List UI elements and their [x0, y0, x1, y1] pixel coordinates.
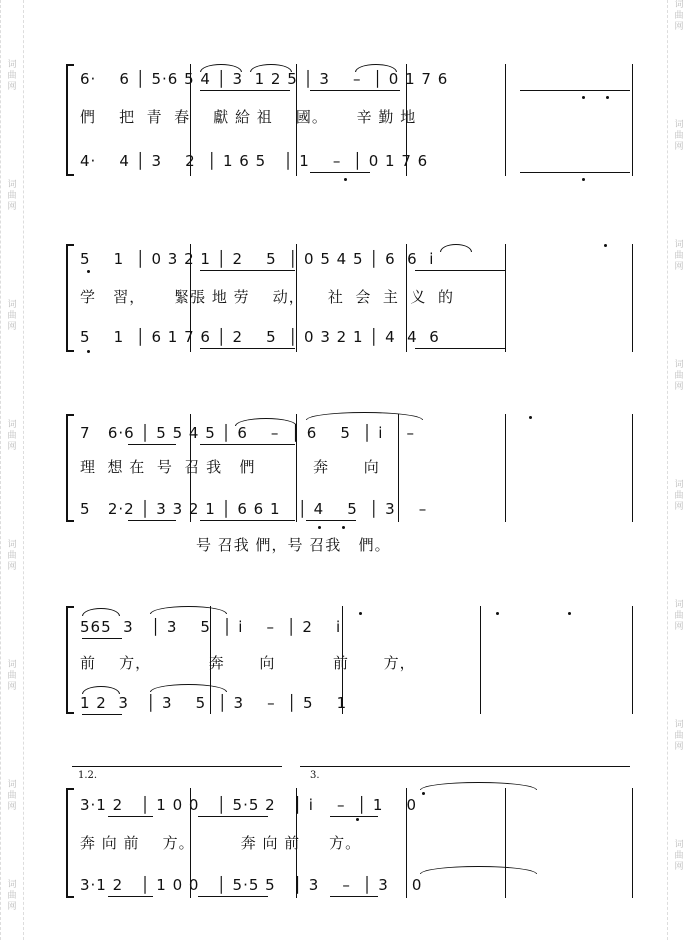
- barline: [632, 244, 633, 352]
- melody-line: 7 6·6 │ 5 5 4 5 │ 6 – │ 6 5 │ i –: [80, 424, 415, 442]
- barline: [406, 244, 407, 352]
- volta-label-2: 3.: [310, 770, 320, 781]
- barline: [296, 788, 297, 898]
- system-bracket: [66, 414, 68, 522]
- watermark-text: 词 曲 网: [674, 360, 684, 392]
- beam-underline: [310, 90, 400, 91]
- tie-slur: [306, 412, 423, 420]
- lyrics-line: 理 想 在 号 召 我 們 奔 向: [80, 458, 380, 476]
- octave-dot: [568, 612, 571, 615]
- melody-line: 3·1 2 │ 1 0 0 │ 5·5 2 │ i – │ 1 0: [80, 796, 418, 814]
- beam-underline: [200, 520, 295, 521]
- slur: [440, 244, 472, 252]
- octave-dot: [529, 416, 532, 419]
- beam-underline: [415, 348, 505, 349]
- score-system-3: [0, 412, 690, 552]
- harmony-line: 1 2 3 │ 3 5 │ 3 – │ 5 1: [80, 694, 348, 712]
- watermark-text: 词 曲 网: [674, 120, 684, 152]
- barline: [406, 64, 407, 176]
- melody-line: 565 3 │ 3 5 │ i – │ 2 i: [80, 618, 342, 636]
- barline: [505, 64, 506, 176]
- watermark-text: 词 曲 网: [674, 0, 684, 32]
- watermark-text: 词 曲 网: [7, 180, 17, 212]
- watermark-text: 词 曲 网: [674, 600, 684, 632]
- octave-dot: [582, 96, 585, 99]
- watermark-text: 词 曲 网: [7, 660, 17, 692]
- barline: [210, 606, 211, 714]
- lyrics-line: 前 方， 奔 向 前 方，: [80, 654, 416, 672]
- watermark-text: 词 曲 网: [7, 60, 17, 92]
- barline: [296, 64, 297, 176]
- harmony-line: 5 2·2 │ 3 3 2 1 │ 6 6 1 │ 4 5 │ 3 –: [80, 500, 428, 518]
- lyrics-line: 奔 向 前 方。 奔 向 前 方。: [80, 834, 362, 852]
- barline: [505, 414, 506, 522]
- harmony-line: 5 1 │ 6 1 7 6 │ 2 5 │ 0 3 2 1 │ 4 4 6: [80, 328, 440, 346]
- beam-underline: [200, 444, 295, 445]
- beam-underline: [108, 896, 153, 897]
- beam-underline: [306, 520, 356, 521]
- beam-underline: [330, 816, 378, 817]
- tie-slur: [150, 606, 227, 614]
- tie-slur: [420, 866, 537, 874]
- watermark-text: 词 曲 网: [7, 420, 17, 452]
- watermark-text: 词 曲 网: [674, 840, 684, 872]
- beam-underline: [108, 816, 153, 817]
- barline: [296, 244, 297, 352]
- system-bracket: [66, 606, 68, 714]
- beam-underline: [415, 270, 505, 271]
- barline: [342, 606, 343, 714]
- score-system-4: [0, 604, 690, 719]
- harmony-line: 4· 4 │ 3 2 │ 1 6 5 │ 1 – │ 0 1 7 6: [80, 152, 429, 170]
- beam-underline: [200, 90, 290, 91]
- tie-slur: [420, 782, 537, 790]
- volta-bracket-1: [72, 766, 282, 767]
- barline: [406, 788, 407, 898]
- beam-underline: [310, 172, 370, 173]
- barline: [632, 414, 633, 522]
- barline: [632, 606, 633, 714]
- beam-underline: [200, 270, 295, 271]
- barline: [398, 414, 399, 522]
- octave-dot: [87, 350, 90, 353]
- watermark-text: 词 曲 网: [7, 780, 17, 812]
- score-system-1: [0, 62, 690, 182]
- system-bracket: [66, 64, 68, 176]
- lower-lyrics-line: 号 召我 們，号 召我 們。: [196, 536, 391, 554]
- octave-dot: [87, 270, 90, 273]
- octave-dot: [582, 178, 585, 181]
- slur: [355, 64, 397, 72]
- beam-underline: [128, 444, 176, 445]
- system-bracket: [66, 788, 68, 898]
- barline: [505, 244, 506, 352]
- barline: [480, 606, 481, 714]
- slur: [200, 64, 242, 72]
- octave-dot: [604, 244, 607, 247]
- lyrics-line: 学 習， 緊張 地 劳 动， 社 会 主 义 的: [80, 288, 454, 306]
- watermark-text: 词 曲 网: [674, 480, 684, 512]
- octave-dot: [318, 526, 321, 529]
- melody-line: 5 1 │ 0 3 2 1 │ 2 5 │ 0 5 4 5 │ 6 6 i: [80, 250, 435, 268]
- lyrics-line: 們 把 青 春 獻 給 祖 國。 辛 勤 地: [80, 108, 417, 126]
- melody-line: 6· 6 │ 5·6 5 4 │ 3 1 2 5 │ 3 – │ 0 1 7 6: [80, 70, 449, 88]
- octave-dot: [342, 526, 345, 529]
- watermark-text: 词 曲 网: [674, 720, 684, 752]
- octave-dot: [606, 96, 609, 99]
- beam-underline: [198, 816, 268, 817]
- watermark-text: 词 曲 网: [674, 240, 684, 272]
- system-bracket: [66, 244, 68, 352]
- beam-underline: [520, 172, 630, 173]
- octave-dot: [496, 612, 499, 615]
- volta-label-1: 1.2.: [78, 770, 98, 781]
- volta-bracket-2: [300, 766, 630, 767]
- score-system-2: [0, 242, 690, 357]
- watermark-text: 词 曲 网: [7, 540, 17, 572]
- score-system-5: [0, 762, 690, 912]
- octave-dot: [344, 178, 347, 181]
- beam-underline: [82, 638, 122, 639]
- beam-underline: [200, 348, 295, 349]
- tie-slur: [150, 684, 227, 692]
- barline: [505, 788, 506, 898]
- beam-underline: [330, 896, 378, 897]
- barline: [632, 788, 633, 898]
- beam-underline: [128, 520, 176, 521]
- barline: [190, 788, 191, 898]
- watermark-text: 词 曲 网: [7, 300, 17, 332]
- octave-dot: [359, 612, 362, 615]
- slur: [250, 64, 292, 72]
- slur: [82, 686, 120, 694]
- slur: [235, 418, 297, 426]
- beam-underline: [198, 896, 268, 897]
- barline: [632, 64, 633, 176]
- beam-underline: [82, 714, 122, 715]
- slur: [82, 608, 120, 616]
- octave-dot: [422, 792, 425, 795]
- harmony-line: 3·1 2 │ 1 0 0 │ 5·5 5 │ 3 – │ 3 0: [80, 876, 423, 894]
- barline: [190, 414, 191, 522]
- barline: [190, 244, 191, 352]
- octave-dot: [356, 818, 359, 821]
- barline: [190, 64, 191, 176]
- beam-underline: [520, 90, 630, 91]
- barline: [296, 414, 297, 522]
- watermark-text: 词 曲 网: [7, 880, 17, 912]
